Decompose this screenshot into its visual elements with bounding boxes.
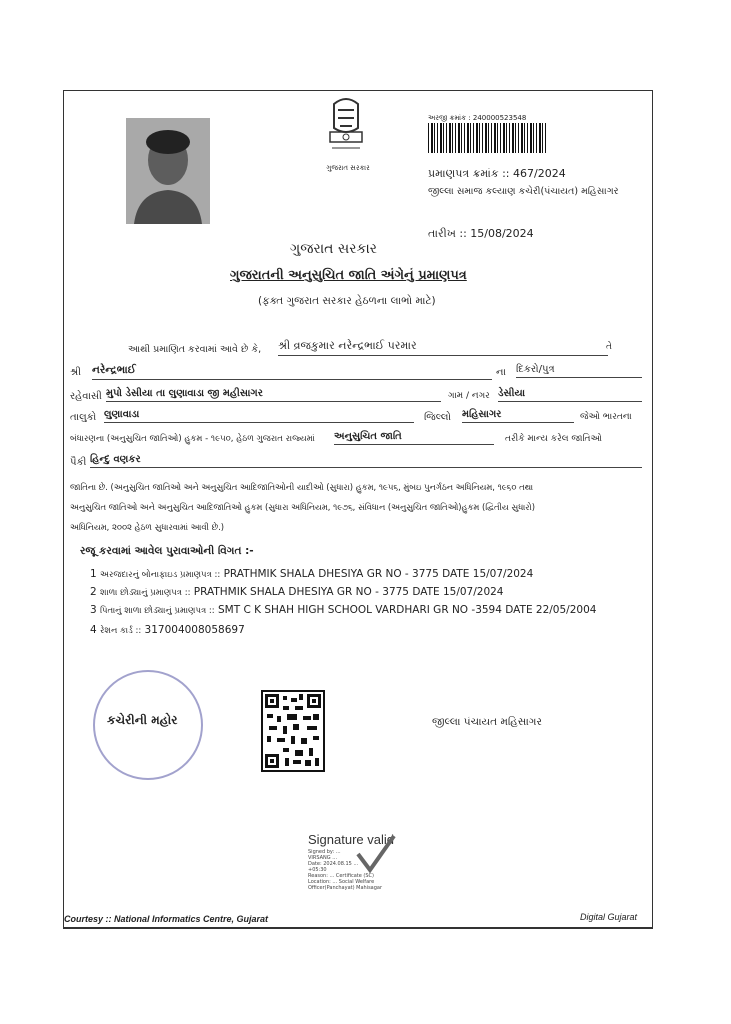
evidence-item: 4 રેશન કાર્ડ :: 317004008058697 [90,624,245,636]
certificate-title: ગુજરાતની અનુસુચિત જાતિ અંગેનું પ્રમાણપત્ર [230,268,467,283]
government-title: ગુજરાત સરકાર [290,241,377,257]
issuing-office: જીલ્લા સમાજ કલ્યાણ કચેરી(પંચાયત) મહિસાગર [428,186,619,197]
village-label: ગામ / નગર [448,391,490,401]
residence: મુપો ડેસીયા તા લુણાવાડા જી મહીસાગર [106,388,441,402]
residence-label: રહેવાસી [70,391,102,402]
certificate-number: પ્રમાણપત્ર ક્રમાંક :: 467/2024 [428,167,566,180]
office-stamp-text: કચેરીની મહોર [107,713,178,727]
paragraph-line-3: અધિનિયમ, ૨૦૦૨ હેઠળ સુધારવામાં આવી છે.) [70,522,225,532]
certify-prefix: આથી પ્રમાણિત કરવામાં આવે છે કે, [128,344,262,355]
taluka-label: તાલુકો [70,412,97,423]
suffix-te: તે [606,342,612,352]
signature-details: Signed by: ... VIRSANG ... Date: 2024.08.15 ... +05:30 Reason: ... Certificate (SC) Location: ... Social Welfare Officer(Panchayat) Mahisagar [308,849,383,891]
sub-caste-prefix: પૈકી [70,457,87,468]
barcode [428,123,546,153]
taluka: લુણાવાડા [104,409,414,423]
village: ડેસીયા [498,388,642,402]
recognised-text: તરીકે માન્ય કરેલ જાતિઓ [505,434,602,444]
father-name: નરેન્દ્રભાઈ [92,364,492,380]
check-icon [352,832,398,880]
district-suffix: જેઓ ભારતના [580,412,632,422]
shri-label: શ્રી [70,367,82,378]
footer-digital-gujarat: Digital Gujarat [580,912,638,922]
evidence-item: 3 પિતાનું શાળા છોડ્યાનું પ્રમાણપત્ર :: SMT C K SHAH HIGH SCHOOL VARDHARI GR NO -3594 DATE 22/05/2004 [90,604,597,616]
evidence-item: 2 શાળા છોડ્યાનું પ્રમાણપત્ર :: PRATHMIK SHALA DHESIYA GR NO - 3775 DATE 15/07/2024 [90,586,504,598]
state-emblem-icon [318,96,374,160]
footer-courtesy: Courtesy :: National Informatics Centre, Gujarat [64,914,269,924]
applicant-name: શ્રી વ્રજકુમાર નરેન્દ્રભાઈ પરમાર [278,339,608,356]
paragraph-line-2: અનુસુચિત જાતિઓ અને અનુસુચિત આદિજાતિઓ હુકમ (સુધારા અધિનિયમ, ૧૯૭૬, સંવિધાન (અનુસુચિત જાતિઓ)હુકમ (દ્વિતીય સુધારો) [70,502,535,512]
application-number: અરજી ક્રમાંક : 240000523548 [428,114,527,122]
evidence-item: 1 અરજદારનું બોનાફાઇડ પ્રમાણપત્ર :: PRATHMIK SHALA DHESIYA GR NO - 3775 DATE 15/07/2024 [90,568,534,580]
certificate-subtitle: (ફક્ત ગુજરાત સરકાર હેઠળના લાભો માટે) [258,295,436,307]
applicant-photo [126,118,210,224]
order-text: બંધારણના (અનુસુચિત જાતિઓ) હુકમ - ૧૯૫૦, હેઠળ ગુજરાત રાજ્યમાં [70,434,315,444]
paragraph-line-1: જાતિના છે. (અનુસુચિત જાતિઓ અને અનુસુચિત આદિજાતિઓની યાદીઓ (સુધારા) હુકમ, ૧૯૫૬, મુંબઇ પુનર્ગઠન અધિનિયમ, ૧૯૬૦ તથા [70,482,534,492]
qr-code [261,690,325,772]
na-label: ના [496,367,506,378]
certificate-date: તારીખ :: 15/08/2024 [428,227,534,240]
footer-divider [63,928,653,929]
sub-caste: હિન્દુ વણકર [90,454,642,468]
relation: દિકરો/પુત્ર [516,364,642,378]
authority-name: જીલ્લા પંચાયત મહિસાગર [432,716,542,728]
district-label: જિલ્લો [424,412,451,423]
evidence-heading: રજૂ કરવામાં આવેલ પુરાવાઓની વિગત :- [80,545,254,557]
district: મહિસાગર [462,409,574,423]
signature-title: Signature valid [308,832,394,847]
emblem-caption: ગુજરાત સરકાર [326,164,370,172]
caste-category: અનુસુચિત જાતિ [334,431,494,445]
